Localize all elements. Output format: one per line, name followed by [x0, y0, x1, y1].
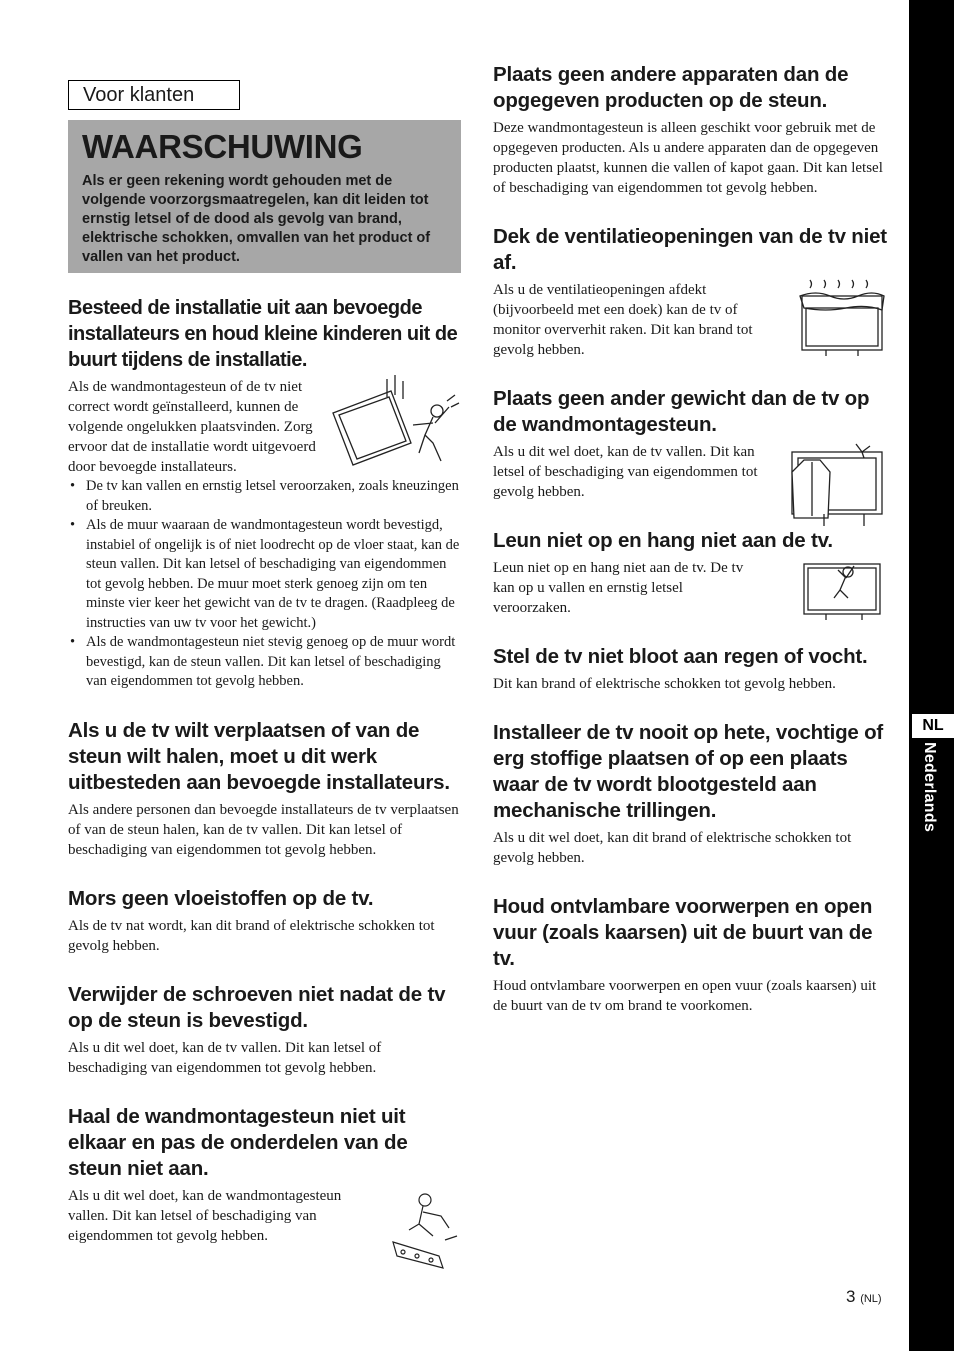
language-badge: NL — [912, 714, 954, 738]
section-body: Deze wandmontagesteun is alleen geschikt voor gebruik met de opgegeven producten. Als u andere apparaten dan de opgegeven producten plaatst, kunnen die vallen of kapot gaan. Dit kan letsel of beschadiging van eigendommen tot gevolg hebben. — [493, 120, 883, 196]
section-body: Als u dit wel doet, kan de tv vallen. Dit kan letsel of beschadiging van eigendommen tot gevolg hebben. — [493, 444, 758, 500]
section-heading: Verwijder de schroeven niet nadat de tv op de steun is bevestigd. — [68, 982, 446, 1032]
list-item: • Als de muur waaraan de wandmontagesteun wordt bevestigd, instabiel of ongelijk is of niet loodrecht op de vloer staat, kan de steun vallen. Dit kan letsel of beschadiging van eigendommen tot gevolg hebben. De muur moet sterk genoeg zijn om ten minste vier keer het gewicht van de tv te dragen. (Raadpleeg de instructies van uw tv voor het gewicht.) — [68, 516, 461, 633]
section-open-fire — [493, 894, 888, 1016]
section-body: Als andere personen dan bevoegde installateurs de tv verplaatsen of van de steun halen, kan de tv vallen. Dit kan letsel of beschadiging van eigendommen tot gevolg hebben. — [68, 801, 459, 858]
section-body: Als de wandmontagesteun of de tv niet correct wordt geïnstalleerd, kunnen de volgende ongelukken plaatsvinden. Zorg ervoor dat de installatie wordt uitgevoerd door bevoegde installateurs. — [68, 379, 316, 475]
section-heading: Installeer de tv nooit op hete, vochtige of erg stoffige plaatsen of op een plaats waar de tv wordt blootgesteld aan mechanische trillingen. — [493, 721, 884, 822]
section-disassemble — [68, 1104, 461, 1246]
warning-text: Als er geen rekening wordt gehouden met de volgende voorzorgsmaatregelen, kan dit leiden tot ernstig letsel of de dood als gevolg van brand, elektrische schokken, omvallen van het product of vallen van het product. — [82, 173, 431, 265]
hanging-person-illustration — [796, 558, 888, 622]
bullet-list — [68, 477, 461, 692]
section-installation — [68, 295, 461, 692]
page-number — [846, 1287, 882, 1307]
list-item: • Als de wandmontagesteun niet stevig genoeg op de muur wordt bevestigd, kan de steun vallen. Dit kan letsel of beschadiging van eigendommen tot gevolg hebben. — [68, 633, 461, 692]
section-heading: Mors geen vloeistoffen op de tv. — [68, 886, 374, 910]
section-ventilation — [493, 224, 888, 360]
section-other-devices — [493, 62, 888, 198]
section-heading: Besteed de installatie uit aan bevoegde installateurs en houd kleine kinderen uit de buurt tijdens de installatie. — [68, 297, 458, 371]
section-body: Houd ontvlambare voorwerpen en open vuur (zoals kaarsen) uit de buurt van de tv om brand te voorkomen. — [493, 978, 877, 1014]
section-heading: Houd ontvlambare voorwerpen en open vuur (zoals kaarsen) uit de buurt van de tv. — [493, 895, 873, 970]
hanging-coat-illustration — [784, 442, 888, 528]
warning-box — [68, 120, 461, 273]
section-body: Als u de ventilatieopeningen afdekt (bijvoorbeeld met een doek) kan de tv of monitor oververhit raken. Dit kan brand tot gevolg hebben. — [493, 282, 753, 358]
disassembly-illustration — [389, 1190, 461, 1274]
section-leaning — [493, 528, 888, 618]
side-language-tab — [909, 0, 954, 1351]
left-column — [68, 295, 461, 1272]
voor-klanten-label: Voor klanten — [68, 80, 240, 110]
section-heading: Als u de tv wilt verplaatsen of van de steun wilt halen, moet u dit werk uitbesteden aan bevoegde installateurs. — [68, 718, 450, 794]
right-column — [493, 62, 888, 1042]
section-body: Dit kan brand of elektrische schokken tot gevolg hebben. — [493, 676, 836, 692]
section-body: Leun niet op en hang niet aan de tv. De tv kan op u vallen en ernstig letsel veroorzaken. — [493, 560, 744, 616]
section-body: Als u dit wel doet, kan dit brand of elektrische schokken tot gevolg hebben. — [493, 830, 852, 866]
section-heading: Plaats geen ander gewicht dan de tv op de wandmontagesteun. — [493, 387, 870, 436]
section-heading: Dek de ventilatieopeningen van de tv niet af. — [493, 225, 887, 274]
section-heading: Haal de wandmontagesteun niet uit elkaar en pas de onderdelen van de steun niet aan. — [68, 1104, 408, 1180]
section-weight — [493, 386, 888, 502]
section-body: Als u dit wel doet, kan de wandmontagesteun vallen. Dit kan letsel of beschadiging van eigendommen tot gevolg hebben. — [68, 1187, 342, 1244]
warning-title: WAARSCHUWING — [82, 128, 363, 165]
section-liquids — [68, 886, 461, 956]
list-item: • De tv kan vallen en ernstig letsel veroorzaken, zoals kneuzingen of breuken. — [68, 477, 461, 516]
covered-tv-illustration — [796, 278, 888, 358]
section-moving — [68, 718, 461, 860]
section-heading: Plaats geen andere apparaten dan de opgegeven producten op de steun. — [493, 63, 849, 112]
page-number-value: 3 — [846, 1287, 856, 1306]
section-heading: Leun niet op en hang niet aan de tv. — [493, 529, 833, 552]
section-heading: Stel de tv niet bloot aan regen of vocht. — [493, 645, 868, 668]
section-hot-places — [493, 720, 888, 868]
page-number-suffix: (NL) — [860, 1293, 882, 1305]
language-label: Nederlands — [921, 742, 938, 833]
section-rain — [493, 644, 888, 694]
falling-tv-illustration — [329, 373, 461, 469]
section-body: Als de tv nat wordt, kan dit brand of elektrische schokken tot gevolg hebben. — [68, 917, 435, 954]
section-body: Als u dit wel doet, kan de tv vallen. Dit kan letsel of beschadiging van eigendommen tot gevolg hebben. — [68, 1039, 382, 1076]
section-screws — [68, 982, 461, 1078]
